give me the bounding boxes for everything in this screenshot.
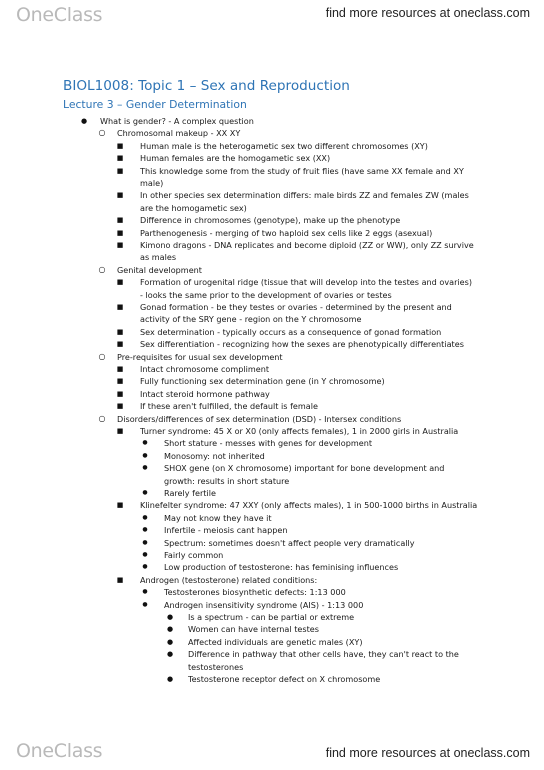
- note-line: Androgen insensitivity syndrome (AIS) - 1:13 000: [164, 599, 364, 610]
- bullet-icon: ■: [116, 228, 124, 237]
- note-line: testosterones: [188, 661, 244, 672]
- bullet-icon: ■: [116, 278, 124, 287]
- bullet-icon: ●: [142, 551, 148, 558]
- note-line: Genital development: [117, 264, 202, 275]
- logo-text: OneClass: [16, 4, 103, 26]
- note-line: Parthenogenesis - merging of two haploid sex cells like 2 eggs (asexual): [140, 227, 433, 238]
- oneclass-logo[interactable]: [16, 4, 102, 26]
- page-header: [0, 0, 544, 30]
- bullet-icon: ●: [142, 600, 148, 608]
- note-line: Is a spectrum - can be partial or extreme: [188, 612, 355, 622]
- note-line: Fully functioning sex determination gene (in Y chromosome): [140, 376, 385, 387]
- bullet-icon: ●: [166, 650, 174, 659]
- note-line: This knowledge some from the study of fruit flies (have same XX female and XY: [140, 165, 464, 176]
- bullet-icon: ■: [116, 154, 124, 163]
- bullet-icon: ○: [98, 413, 106, 423]
- note-line: - looks the same prior to the development of ovaries or testes: [140, 289, 392, 300]
- note-line: Fairly common: [164, 550, 224, 560]
- note-line: activity of the SRY gene - region on the Y chromosome: [140, 314, 362, 325]
- bullet-icon: ●: [166, 637, 174, 646]
- find-resources-link[interactable]: find more resources at oneclass.com: [325, 6, 530, 20]
- note-line: If these aren't fulfilled, the default is female: [140, 401, 318, 412]
- note-line: Rarely fertile: [164, 488, 216, 498]
- note-line: Testosterones biosynthetic defects: 1:13 000: [164, 587, 346, 598]
- bullet-icon: ●: [142, 563, 148, 571]
- bullet-icon: ●: [142, 451, 148, 459]
- note-line: Spectrum: sometimes doesn't affect people very dramatically: [164, 537, 415, 548]
- note-line: Gonad formation - be they testes or ovaries - determined by the present and: [140, 302, 452, 312]
- note-line: What is gender? - A complex question: [100, 116, 254, 126]
- note-line: SHOX gene (on X chromosome) important for bone development and: [164, 463, 445, 474]
- note-line: are the homogametic sex): [140, 202, 247, 213]
- bullet-icon: ●: [142, 513, 148, 521]
- bullet-icon: ■: [116, 427, 124, 435]
- bullet-icon: ●: [166, 625, 174, 634]
- bullet-icon: ■: [116, 377, 124, 386]
- note-line: Chromosomal makeup - XX XY: [117, 128, 241, 139]
- note-line: Short stature - messes with genes for development: [164, 438, 373, 449]
- note-line: Sex differentiation - recognizing how the sexes are phenotypically differentiates: [140, 339, 464, 350]
- note-line: Women can have internal testes: [188, 624, 319, 635]
- oneclass-logo-footer[interactable]: [16, 740, 102, 762]
- note-line: Sex determination - typically occurs as a consequence of gonad formation: [140, 326, 442, 337]
- bullet-icon: ■: [116, 575, 124, 584]
- note-line: Infertile - meiosis cant happen: [164, 525, 288, 536]
- bullet-icon: ●: [142, 526, 148, 534]
- bullet-icon: ○: [98, 351, 106, 361]
- note-line: Human male is the heterogametic sex two different chromosomes (XY): [140, 140, 428, 151]
- bullet-icon: ■: [116, 216, 124, 225]
- bullet-icon: ●: [142, 588, 148, 596]
- document-subtitle: Lecture 3 – Gender Determination: [63, 98, 247, 111]
- note-line: male): [140, 178, 164, 188]
- note-line: Human females are the homogametic sex (XX): [140, 153, 331, 164]
- bullet-icon: ●: [166, 613, 174, 621]
- note-line: Pre-requisites for usual sex development: [117, 351, 283, 362]
- bullet-icon: ●: [166, 675, 174, 683]
- bullet-icon: ■: [116, 303, 124, 311]
- bullet-icon: ●: [80, 117, 88, 125]
- bullet-icon: ■: [116, 365, 124, 373]
- note-line: Kimono dragons - DNA replicates and become diploid (ZZ or WW), only ZZ survive: [140, 240, 474, 250]
- bullet-icon: ●: [142, 489, 148, 496]
- note-line: Testosterone receptor defect on X chromosome: [188, 674, 381, 684]
- note-line: Affected individuals are genetic males (XY): [188, 636, 363, 647]
- page-footer: [0, 740, 544, 770]
- bullet-icon: ●: [142, 464, 148, 472]
- note-line: Intact chromosome compliment: [140, 364, 270, 374]
- note-line: May not know they have it: [164, 512, 272, 523]
- document-title: BIOL1008: Topic 1 – Sex and Reproduction: [63, 78, 350, 94]
- find-resources-link-footer[interactable]: find more resources at oneclass.com: [325, 746, 530, 760]
- bullet-icon: ■: [116, 327, 124, 336]
- bullet-icon: ○: [98, 128, 106, 138]
- note-line: Difference in pathway that other cells have, they can't react to the: [188, 649, 459, 660]
- bullet-icon: ■: [116, 241, 124, 249]
- bullet-icon: ■: [116, 501, 124, 510]
- note-line: Disorders/differences of sex determination (DSD) - Intersex conditions: [117, 413, 402, 424]
- bullet-icon: ■: [116, 340, 124, 349]
- bullet-icon: ■: [116, 141, 124, 150]
- note-line: Low production of testosterone: has feminising influences: [164, 562, 399, 573]
- bullet-icon: ■: [116, 389, 124, 398]
- bullet-icon: ■: [116, 402, 124, 411]
- note-line: Monosomy: not inherited: [164, 450, 265, 461]
- note-line: growth: results in short stature: [164, 475, 290, 486]
- note-line: Klinefelter syndrome: 47 XXY (only affects males), 1 in 500-1000 births in Australia: [140, 500, 478, 511]
- note-line: as males: [140, 252, 177, 263]
- bullet-icon: ■: [116, 191, 124, 200]
- bullet-icon: ●: [142, 538, 148, 546]
- logo-text: OneClass: [16, 740, 103, 762]
- bullet-icon: ■: [116, 166, 124, 175]
- bullet-icon: ●: [142, 439, 148, 447]
- note-line: In other species sex determination differs: male birds ZZ and females ZW (males: [140, 190, 469, 201]
- note-line: Androgen (testosterone) related conditions:: [140, 574, 318, 585]
- note-line: Difference in chromosomes (genotype), make up the phenotype: [140, 215, 401, 226]
- note-line: Formation of urogenital ridge (tissue that will develop into the testes and ovaries): [140, 277, 473, 288]
- note-line: Turner syndrome: 45 X or X0 (only affects females), 1 in 2000 girls in Australia: [140, 426, 459, 436]
- note-line: Intact steroid hormone pathway: [140, 388, 270, 399]
- bullet-icon: ○: [98, 264, 106, 274]
